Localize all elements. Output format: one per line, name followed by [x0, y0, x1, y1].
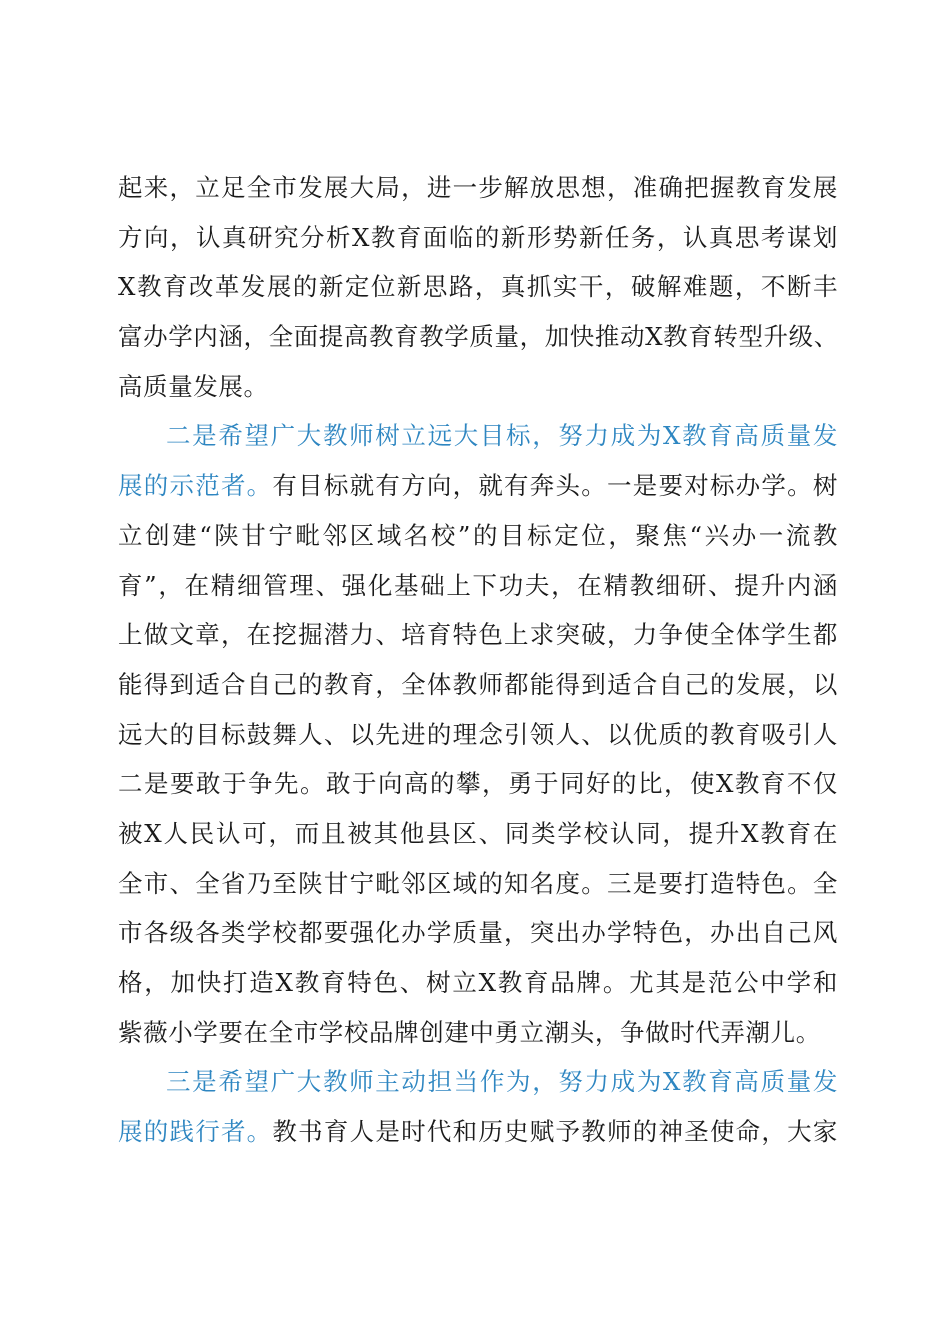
- text-line: [118, 958, 838, 1008]
- body-text-run: 上做文章，在挖掘潜力、培育特色上求突破，力争使全体学生都: [118, 620, 838, 650]
- text-line: [118, 213, 838, 263]
- body-text-run: 立创建“陕甘宁毗邻区域名校”的目标定位，聚焦“兴办一流教: [118, 520, 838, 550]
- text-line: [118, 362, 838, 412]
- text-line: [118, 759, 838, 809]
- text-line: [118, 561, 838, 611]
- text-line: [118, 859, 838, 909]
- text-line: [118, 511, 838, 561]
- paragraph: [118, 1057, 838, 1156]
- body-text-run: 市各级各类学校都要强化办学质量，突出办学特色，办出自己风: [118, 918, 838, 948]
- body-text-run: 富办学内涵，全面提高教育教学质量，加快推动X教育转型升级、: [118, 322, 839, 352]
- highlighted-heading-text: 三是希望广大教师主动担当作为，努力成为X教育高质量发: [166, 1067, 838, 1097]
- paragraph: [118, 163, 838, 411]
- body-text-run: 全市、全省乃至陕甘宁毗邻区域的知名度。三是要打造特色。全: [118, 868, 838, 898]
- body-text-run: 教书育人是时代和历史赋予教师的神圣使命，大家: [272, 1117, 838, 1147]
- body-text-run: 格，加快打造X教育特色、树立X教育品牌。尤其是范公中学和: [118, 968, 838, 997]
- text-line: [118, 1057, 838, 1107]
- body-text-run: X教育改革发展的新定位新思路，真抓实干，破解难题，不断丰: [118, 272, 838, 302]
- text-line: [118, 1008, 838, 1058]
- highlighted-heading-text: 展的践行者。: [118, 1117, 273, 1147]
- document-body: [118, 163, 838, 1157]
- text-line: [118, 610, 838, 660]
- text-line: [118, 1107, 838, 1157]
- body-text-run: 方向，认真研究分析X教育面临的新形势新任务，认真思考谋划: [118, 222, 838, 252]
- text-line: [118, 461, 838, 511]
- body-text-run: 起来，立足全市发展大局，进一步解放思想，准确把握教育发展: [118, 173, 838, 202]
- body-text-run: 远大的目标鼓舞人、以先进的理念引领人、以优质的教育吸引人: [118, 719, 838, 749]
- body-text-run: 能得到适合自己的教育，全体教师都能得到适合自己的发展，以: [118, 669, 838, 699]
- text-line: [118, 908, 838, 958]
- highlighted-heading-text: 二是希望广大教师树立远大目标，努力成为X教育高质量发: [166, 421, 838, 451]
- text-line: [118, 312, 838, 362]
- text-line: [118, 710, 838, 760]
- body-text-run: 被X人民认可，而且被其他县区、同类学校认同，提升X教育在: [118, 818, 838, 848]
- paragraph: [118, 411, 838, 1057]
- body-text-run: 紫薇小学要在全市学校品牌创建中勇立潮头，争做时代弄潮儿。: [118, 1017, 821, 1047]
- text-line: [118, 163, 838, 213]
- body-text-run: 育”，在精细管理、强化基础上下功夫，在精教细研、提升内涵: [118, 570, 838, 600]
- body-text-run: 二是要敢于争先。敢于向高的攀，勇于同好的比，使X教育不仅: [118, 769, 838, 799]
- body-text-run: 高质量发展。: [118, 371, 269, 401]
- text-line: [118, 660, 838, 710]
- text-line: [118, 411, 838, 461]
- text-line: [118, 809, 838, 859]
- text-line: [118, 262, 838, 312]
- body-text-run: 有目标就有方向，就有奔头。一是要对标办学。树: [272, 471, 838, 501]
- highlighted-heading-text: 展的示范者。: [118, 471, 273, 501]
